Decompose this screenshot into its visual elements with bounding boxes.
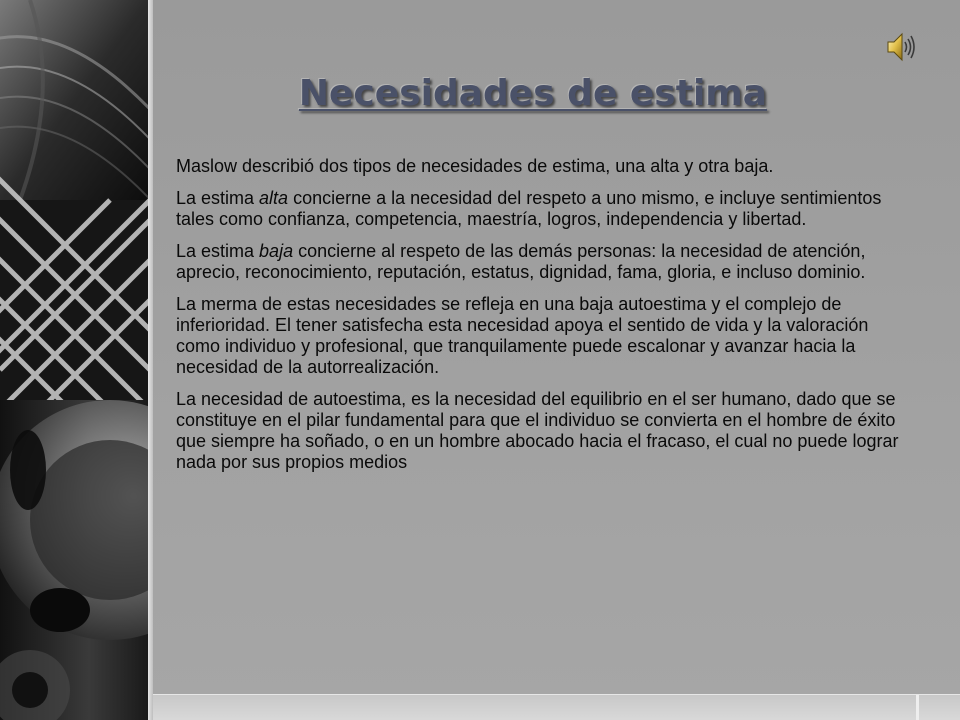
decorative-photo-strip xyxy=(0,0,148,720)
slide-body xyxy=(176,156,912,484)
bottom-bar-separator xyxy=(916,695,919,720)
paragraph-2 xyxy=(176,188,912,230)
paragraph-3-lead: La estima xyxy=(176,241,260,261)
paragraph-4: La merma de estas necesidades se refleja en una baja autoestima y el complejo de inferioridad. El tener satisfecha esta necesidad apoya el sentido de vida y la valoración como individuo y profesional, que tranquilamente puede escalonar y avanzar hacia la necesidad de la autorrealización. xyxy=(176,294,869,377)
paragraph-2-emphasis: alta xyxy=(259,188,289,208)
paragraph-1: Maslow describió dos tipos de necesidades de estima, una alta y otra baja. xyxy=(176,156,774,176)
paragraph-2-rest: concierne a la necesidad del respeto a uno mismo, e incluye sentimientos tales como confianza, competencia, maestría, logros, independencia y libertad. xyxy=(176,188,882,229)
paragraph-3-emphasis: baja xyxy=(259,241,294,261)
paragraph-5: La necesidad de autoestima, es la necesidad del equilibrio en el ser humano, dado que se constituye en el pilar fundamental para que el individuo se convierta en el hombre de éxito que siempre ha soñado, o en un hombre abocado hacia el fracaso, el cual no puede lograr nada por sus propios medios xyxy=(176,389,899,472)
paragraph-3-rest: concierne al respeto de las demás personas: la necesidad de atención, aprecio, reconocimiento, reputación, estatus, dignidad, fama, gloria, e incluso dominio. xyxy=(176,241,866,282)
speaker-icon[interactable] xyxy=(886,30,916,64)
slide-title: Necesidades de estima xyxy=(298,73,768,114)
bottom-bar xyxy=(153,694,960,720)
paragraph-3 xyxy=(176,241,912,283)
paragraph-2-lead: La estima xyxy=(176,188,260,208)
